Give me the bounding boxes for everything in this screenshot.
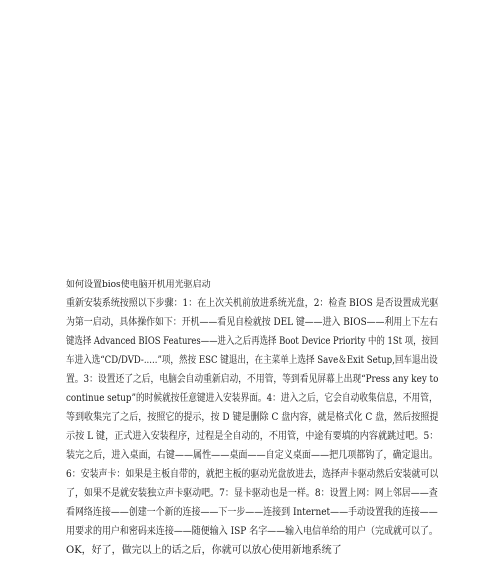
body-line: 重新安装系统按照以下步骤：1：在上次关机前放进系统光盘，2：检查 BIOS 是否设置成光驱 xyxy=(66,298,439,309)
body-line: 装完之后，进入桌面，右键——属性——桌面——自定义桌面——把几项都钩了，确定退出。 xyxy=(66,450,438,461)
document-body xyxy=(66,294,438,560)
body-line: 置。3：设置还了之后，电脑会自动重新启动，不用管，等到看见屏幕上出现“Press any key to xyxy=(66,374,439,385)
body-line: 为第一启动，具体操作如下：开机——看见自检就按 DEL 键——进入 BIOS——利用上下左右 xyxy=(66,317,438,328)
body-line: 看网络连接——创建一个新的连接——下一步——连接到 Internet——手动设置我的连接—— xyxy=(66,507,438,518)
body-line: 示按 L 键，正式进入安装程序，过程是全自动的，不用管，中途有要填的内容就跳过吧。5： xyxy=(66,431,439,442)
body-line: 键选择 Advanced BIOS Features——进入之后再选择 Boot Device Priority 中的 1St 项，按回 xyxy=(66,336,439,347)
document-title: 如何设置bios使电脑开机用光驱启动 xyxy=(66,280,211,290)
body-line: 用要求的用户和密码来连接——随便输入 ISP 名字——输入电信单给的用户（完成就可以了。 xyxy=(66,526,438,537)
body-line: 了，如果不是就安装独立声卡驱动吧。7：显卡驱动也是一样。8：设置上网：网上邻居——查 xyxy=(66,488,438,499)
body-line: 等到收集完了之后，按照它的提示，按 D 键是删除 C 盘内容，就是格式化 C 盘，然后按照提 xyxy=(66,412,439,423)
body-line: 6：安装声卡：如果是主板自带的，就把主板的驱动光盘放进去，选择声卡驱动然后安装就可以 xyxy=(66,469,439,480)
body-line: continue setup”的时候就按任意键进入安装界面。4：进入之后，它会自动收集信息，不用管， xyxy=(66,393,438,404)
body-line: 车进入选“CD/DVD-.....”项，然按 ESC 键退出，在主菜单上选择 Save＆Exit Setup,回车退出设 xyxy=(66,355,438,366)
body-line: OK，好了，做完以上的话之后，你就可以放心使用新地系统了 xyxy=(66,545,342,556)
